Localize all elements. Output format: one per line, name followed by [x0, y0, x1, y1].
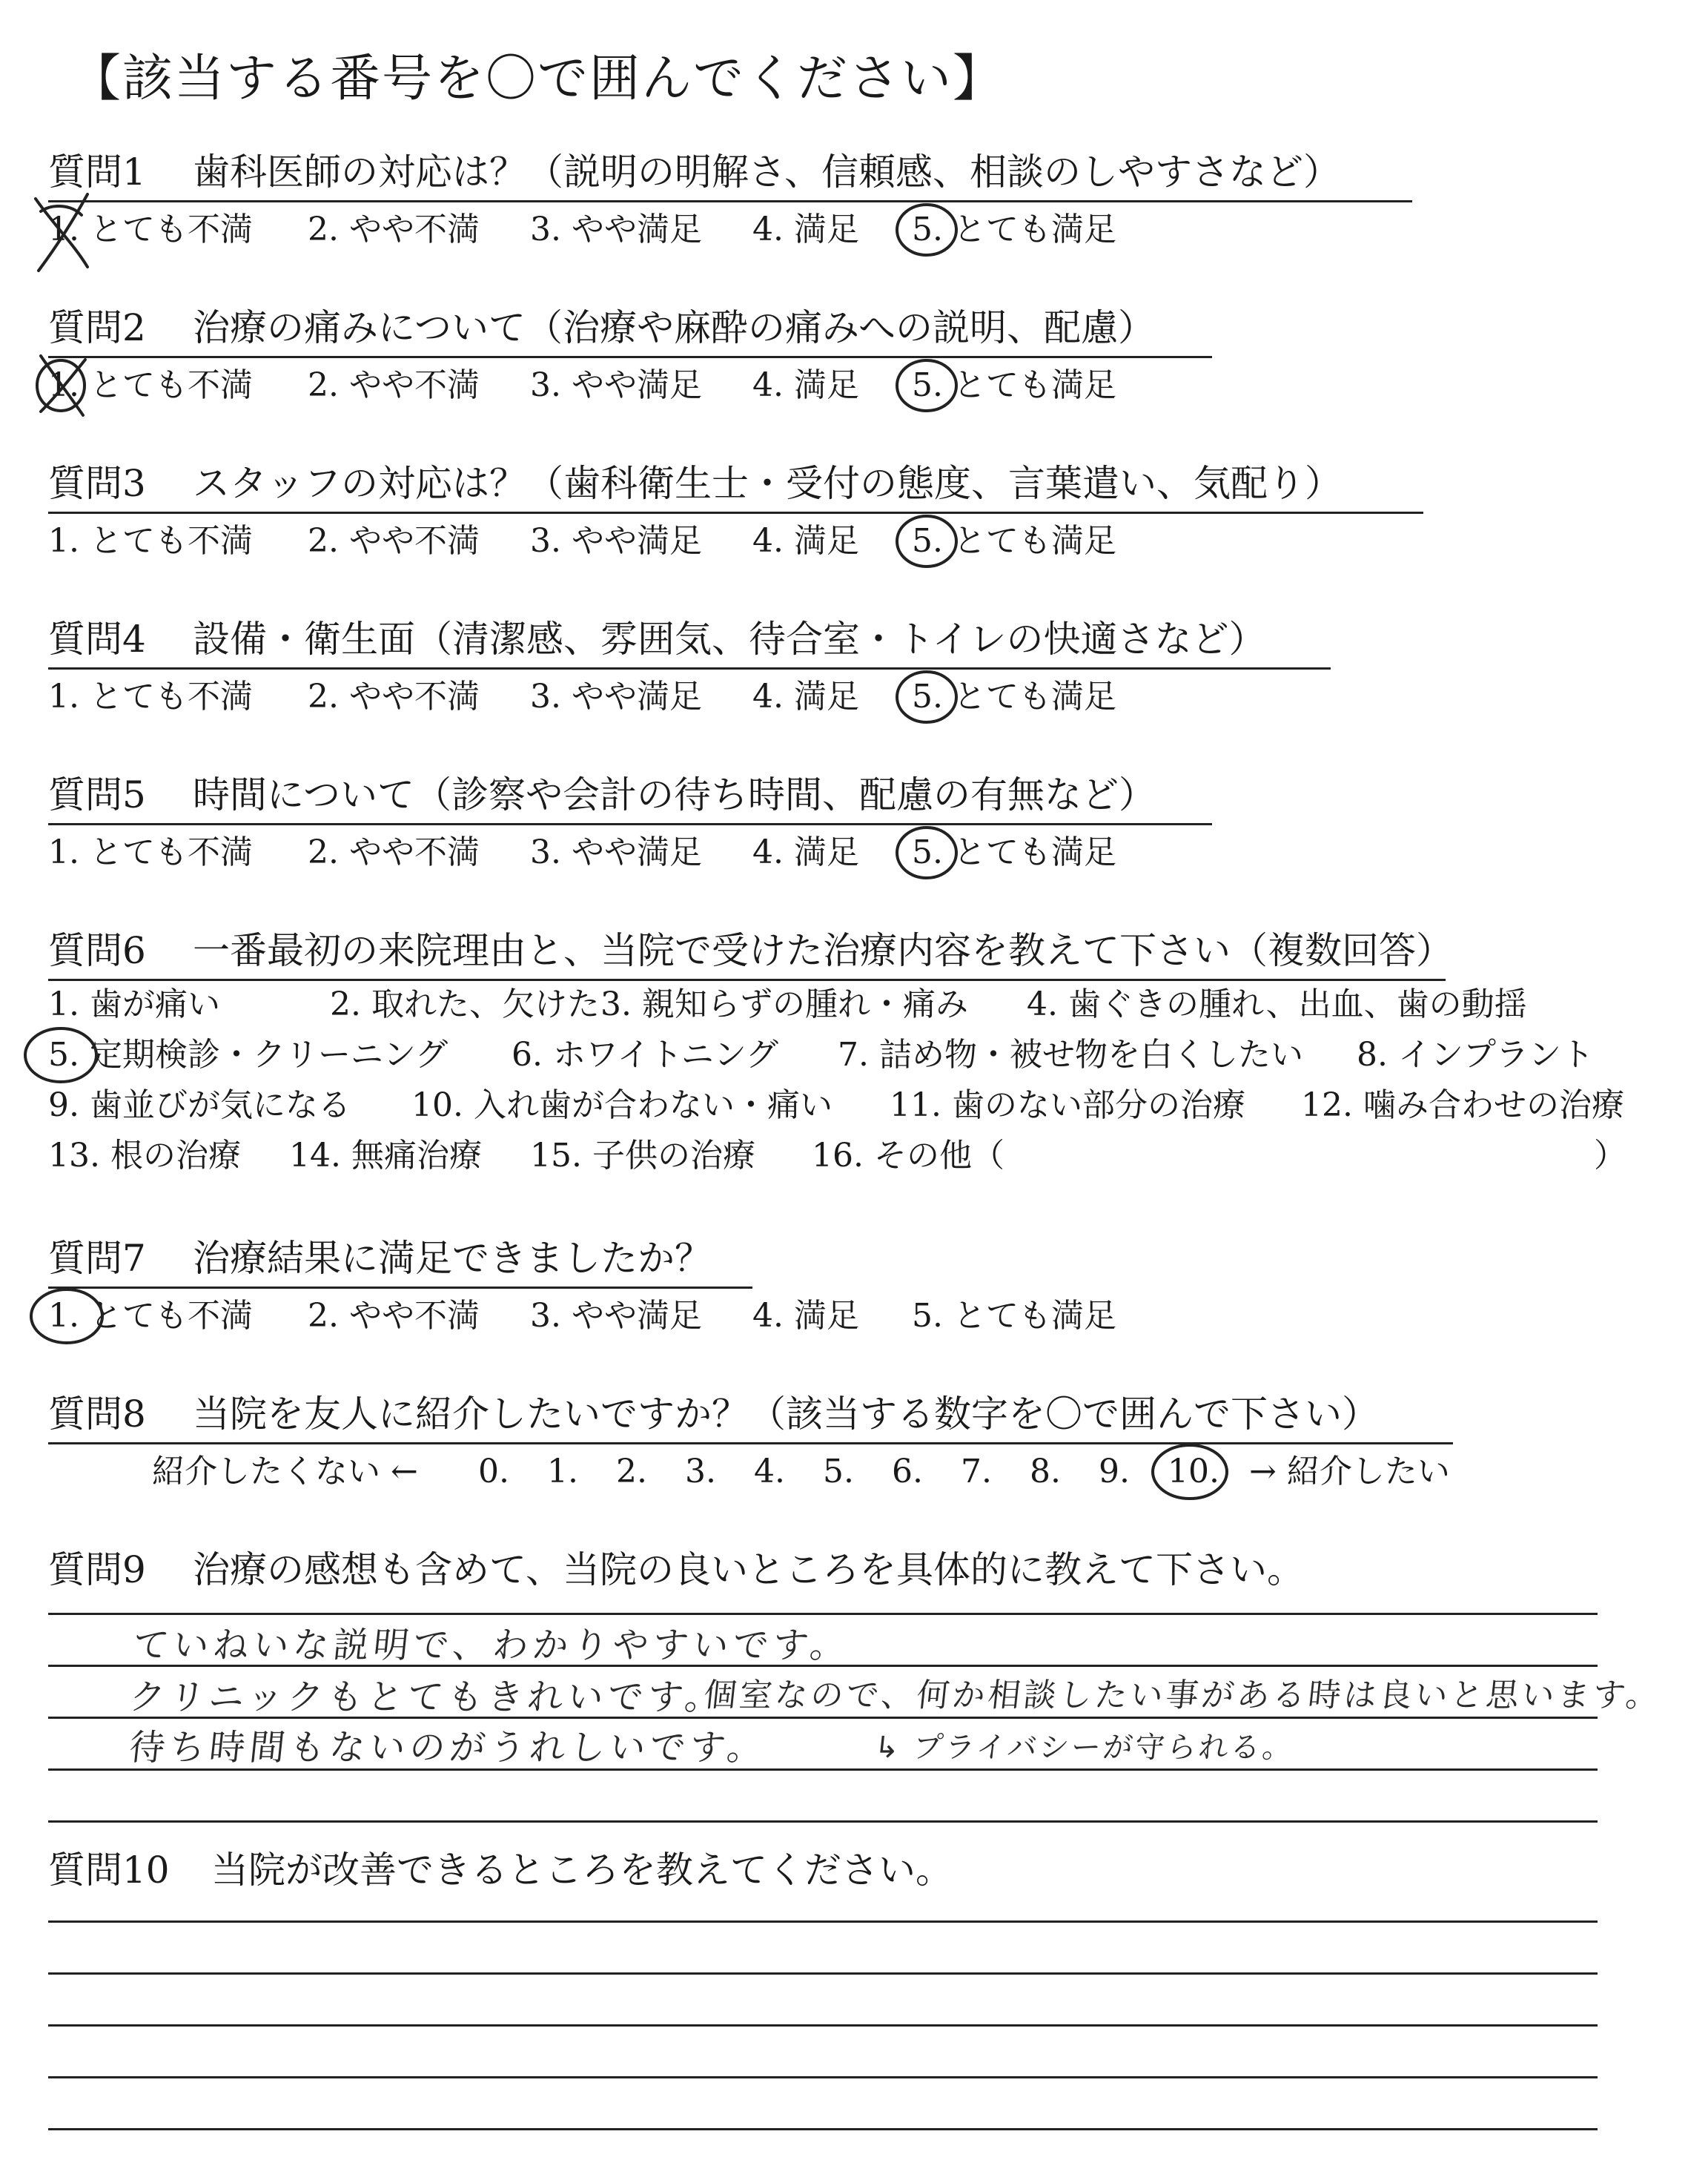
scale-1[interactable]: 1. — [547, 1453, 578, 1490]
option-11[interactable]: 11. 歯のない部分の治療 — [890, 1086, 1245, 1124]
question-text: 治療の感想も含めて、当院の良いところを具体的に教えて下さい。 — [193, 1548, 1304, 1591]
question-number: 質問3 — [48, 462, 146, 505]
handwritten-answer-line: 個室なので、何か相談したい事がある時は良いと思います。 — [701, 1677, 1664, 1714]
question-5 — [48, 771, 1156, 819]
scale-left-label: 紹介したくない ← — [152, 1453, 418, 1490]
underline — [48, 667, 1331, 670]
scale-6[interactable]: 6. — [892, 1453, 923, 1490]
option-5[interactable]: 5. とても満足 — [912, 211, 1116, 248]
option-3[interactable]: 3. やや満足 — [530, 678, 702, 716]
question-7 — [48, 1235, 712, 1282]
option-2[interactable]: 2. やや不満 — [308, 1297, 480, 1335]
question-number: 質問5 — [48, 773, 146, 816]
option-5[interactable]: 5. とても満足 — [912, 833, 1116, 871]
answer-line — [48, 2024, 1598, 2027]
option-1[interactable]: 1. とても不満 — [48, 211, 253, 248]
option-4[interactable]: 4. 満足 — [752, 678, 859, 716]
scale-8[interactable]: 8. — [1030, 1453, 1061, 1490]
question-text: 設備・衛生面（清潔感、雰囲気、待合室・トイレの快適さなど） — [193, 618, 1266, 661]
option-5[interactable]: 5. とても満足 — [912, 522, 1116, 560]
handwritten-answer-line: クリニックもとてもきれいです。 — [127, 1677, 727, 1718]
option-4[interactable]: 4. 歯ぐきの腫れ、出血、歯の動揺 — [1027, 985, 1527, 1023]
answer-line — [48, 2076, 1598, 2078]
option-3[interactable]: 3. やや満足 — [530, 211, 702, 248]
answer-line — [48, 1820, 1598, 1823]
option-13[interactable]: 13. 根の治療 — [48, 1137, 241, 1175]
answer-line — [48, 2128, 1598, 2130]
option-2[interactable]: 2. 取れた、欠けた — [330, 985, 600, 1023]
question-number: 質問4 — [48, 618, 146, 661]
question-text: 治療の痛みについて（治療や麻酔の痛みへの説明、配慮） — [193, 306, 1155, 349]
option-6[interactable]: 6. ホワイトニング — [512, 1036, 779, 1074]
option-5[interactable]: 5. 定期検診・クリーニング — [48, 1036, 448, 1074]
scale-5[interactable]: 5. — [823, 1453, 854, 1490]
question-1 — [48, 148, 1340, 196]
question-number: 質問7 — [48, 1237, 146, 1280]
scale-3[interactable]: 3. — [685, 1453, 716, 1490]
question-number: 質問1 — [48, 151, 146, 194]
option-3[interactable]: 3. やや満足 — [530, 522, 702, 560]
option-5[interactable]: 5. とても満足 — [912, 1297, 1116, 1335]
option-16-close: ） — [1594, 1137, 1626, 1175]
question-text: スタッフの対応は？（歯科衛生士・受付の態度、言葉遣い、気配り） — [193, 462, 1342, 505]
question-9 — [48, 1546, 1304, 1593]
option-9[interactable]: 9. 歯並びが気になる — [48, 1086, 351, 1124]
option-2[interactable]: 2. やや不満 — [308, 833, 480, 871]
scale-7[interactable]: 7. — [961, 1453, 992, 1490]
option-2[interactable]: 2. やや不満 — [308, 522, 480, 560]
option-1[interactable]: 1. 歯が痛い — [48, 985, 220, 1023]
question-text: 歯科医師の対応は？（説明の明解さ、信頼感、相談のしやすさなど） — [193, 151, 1340, 194]
scale-0[interactable]: 0. — [478, 1453, 509, 1490]
option-4[interactable]: 4. 満足 — [752, 366, 859, 404]
question-text: 時間について（診察や会計の待ち時間、配慮の有無など） — [193, 773, 1156, 816]
option-3[interactable]: 3. 親知らずの腫れ・痛み — [600, 985, 968, 1023]
question-4 — [48, 615, 1266, 663]
option-4[interactable]: 4. 満足 — [752, 1297, 859, 1335]
question-text: 治療結果に満足できましたか？ — [193, 1237, 712, 1280]
page-title: 【該当する番号を〇で囲んでください】 — [70, 50, 1005, 108]
scale-4[interactable]: 4. — [754, 1453, 785, 1490]
option-12[interactable]: 12. 噛み合わせの治療 — [1301, 1086, 1624, 1124]
option-16[interactable]: 16. その他（ — [812, 1137, 1004, 1175]
question-10 — [48, 1846, 953, 1894]
option-3[interactable]: 3. やや満足 — [530, 833, 702, 871]
option-2[interactable]: 2. やや不満 — [308, 211, 480, 248]
question-text: 当院が改善できるところを教えてください。 — [211, 1849, 953, 1892]
underline — [48, 356, 1212, 358]
handwritten-answer-line: ていねいな説明で、わかりやすいです。 — [130, 1625, 853, 1666]
option-8[interactable]: 8. インプラント — [1357, 1036, 1594, 1074]
underline — [48, 823, 1212, 825]
question-3 — [48, 460, 1342, 507]
question-text: 一番最初の来院理由と、当院で受けた治療内容を教えて下さい（複数回答） — [193, 929, 1453, 972]
option-1[interactable]: 1. とても不満 — [48, 366, 253, 404]
question-number: 質問6 — [48, 929, 146, 972]
option-5[interactable]: 5. とても満足 — [912, 366, 1116, 404]
question-2 — [48, 304, 1155, 351]
question-number: 質問10 — [48, 1849, 170, 1892]
option-3[interactable]: 3. やや満足 — [530, 1297, 702, 1335]
question-number: 質問8 — [48, 1393, 146, 1436]
option-4[interactable]: 4. 満足 — [752, 833, 859, 871]
option-1[interactable]: 1. とても不満 — [48, 1297, 253, 1335]
option-4[interactable]: 4. 満足 — [752, 211, 859, 248]
underline — [48, 1287, 752, 1289]
question-text: 当院を友人に紹介したいですか？（該当する数字を〇で囲んで下さい） — [193, 1393, 1379, 1436]
option-1[interactable]: 1. とても不満 — [48, 833, 253, 871]
question-6 — [48, 927, 1453, 974]
underline — [48, 512, 1423, 514]
answer-line — [48, 1972, 1598, 1975]
scale-right-label: → 紹介したい — [1249, 1453, 1450, 1490]
option-5[interactable]: 5. とても満足 — [912, 678, 1116, 716]
underline — [48, 979, 1446, 981]
scale-9[interactable]: 9. — [1099, 1453, 1130, 1490]
option-15[interactable]: 15. 子供の治療 — [530, 1137, 755, 1175]
answer-line — [48, 1920, 1598, 1923]
scale-2[interactable]: 2. — [616, 1453, 647, 1490]
option-10[interactable]: 10. 入れ歯が合わない・痛い — [411, 1086, 833, 1124]
option-2[interactable]: 2. やや不満 — [308, 366, 480, 404]
option-14[interactable]: 14. 無痛治療 — [289, 1137, 482, 1175]
option-3[interactable]: 3. やや満足 — [530, 366, 702, 404]
underline — [48, 1442, 1453, 1444]
question-number: 質問9 — [48, 1548, 146, 1591]
option-1[interactable]: 1. とても不満 — [48, 522, 253, 560]
answer-line — [48, 1613, 1598, 1615]
handwritten-answer-line: 待ち時間もないのがうれしいです。 — [127, 1727, 769, 1768]
handwritten-answer-line: ↳ プライバシーが守られる。 — [873, 1731, 1297, 1765]
option-4[interactable]: 4. 満足 — [752, 522, 859, 560]
scale-10[interactable]: 10. — [1168, 1453, 1219, 1490]
question-number: 質問2 — [48, 306, 146, 349]
question-8 — [48, 1390, 1379, 1438]
option-2[interactable]: 2. やや不満 — [308, 678, 480, 716]
underline — [48, 200, 1412, 202]
option-7[interactable]: 7. 詰め物・被せ物を白くしたい — [838, 1036, 1303, 1074]
option-1[interactable]: 1. とても不満 — [48, 678, 253, 716]
